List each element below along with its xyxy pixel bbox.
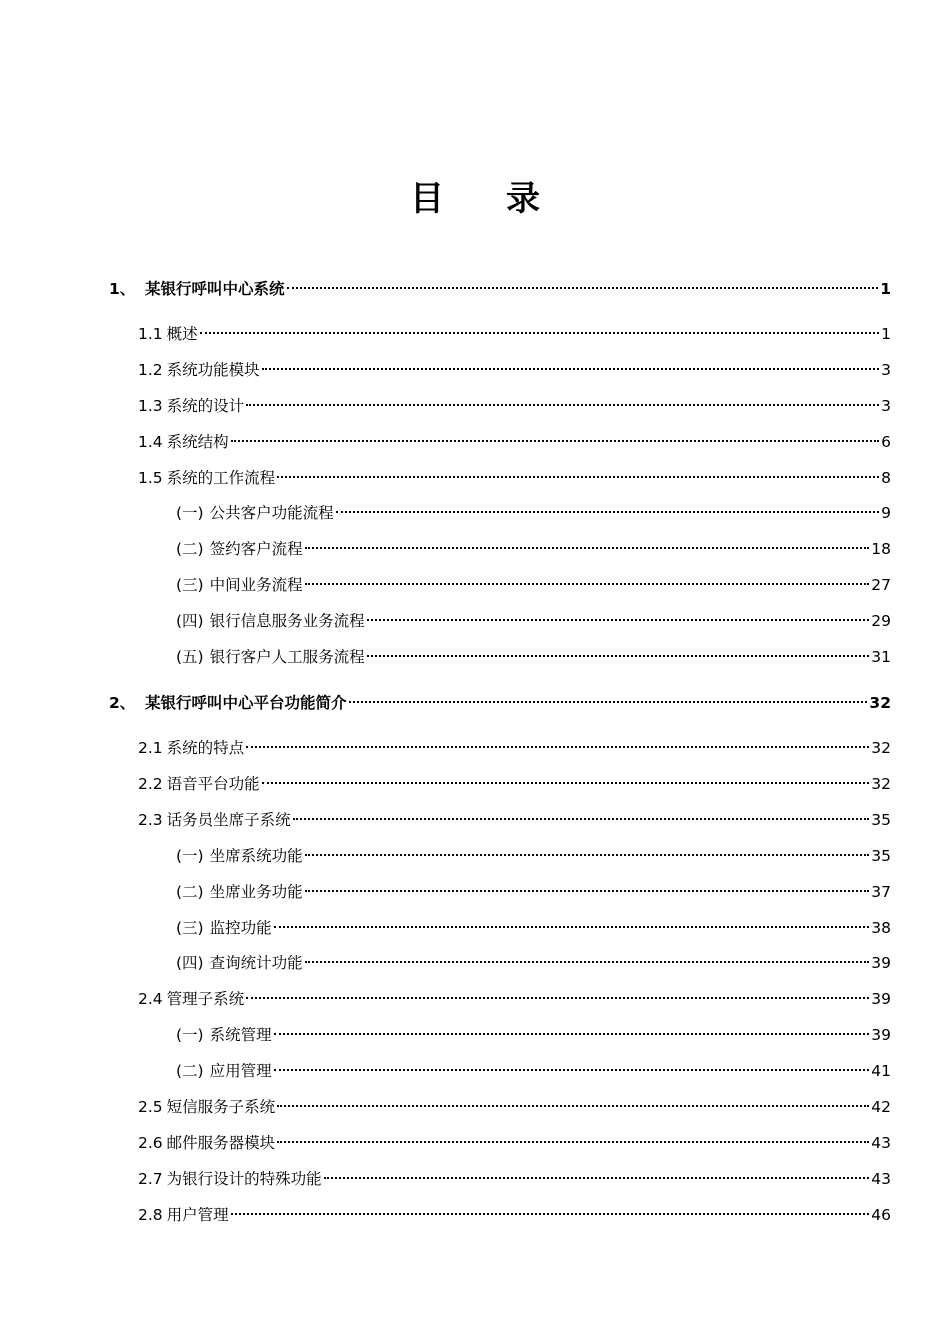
toc-entry[interactable] [176,875,891,901]
toc-entry-number: 1.2 [138,361,163,379]
toc-entry-title: 坐席业务功能 [209,883,303,901]
toc-entry-title: 银行信息服务业务流程 [209,612,365,630]
toc-entry[interactable] [138,1162,891,1188]
toc-entry[interactable] [138,1090,891,1116]
toc-entry[interactable] [176,839,891,865]
toc-entry[interactable] [138,731,891,757]
toc-entry-page-number: 37 [871,883,891,901]
toc-dot-leader [367,640,870,662]
toc-dot-leader [277,1126,869,1148]
toc-entry-page-number: 9 [881,504,891,522]
toc-entry-page-number: 39 [871,954,891,972]
toc-entry-number: 2.6 [138,1134,163,1152]
toc-dot-leader [324,1162,870,1184]
toc-entry-title: 话务员坐席子系统 [166,811,291,829]
toc-entry[interactable] [176,604,891,630]
toc-entry-page-number: 32 [871,775,891,793]
toc-entry-number: (二) [176,1062,204,1080]
toc-dot-leader [336,496,880,518]
toc-entry-number: 2.1 [138,739,163,757]
toc-entry-title: 管理子系统 [166,990,245,1008]
toc-entry-title: 监控功能 [209,919,272,937]
toc-entry-title: 概述 [166,325,198,343]
toc-entry-page-number: 6 [881,433,891,451]
toc-entry-title: 系统功能模块 [166,361,260,379]
toc-entry-page-number: 8 [881,469,891,487]
toc-entry[interactable] [176,496,891,522]
toc-dot-leader [287,272,879,294]
toc-entry-title: 公共客户功能流程 [209,504,334,522]
toc-dot-leader [246,389,879,411]
toc-dot-leader [274,911,870,933]
toc-entry-number: 1、 [109,280,136,298]
toc-entry-title: 用户管理 [166,1206,229,1224]
toc-title: 目录 [410,179,602,219]
toc-dot-leader [262,353,879,375]
toc-entry-number: 2、 [109,694,136,712]
toc-entry-page-number: 1 [880,280,891,298]
toc-entry-title: 系统管理 [209,1026,272,1044]
toc-dot-leader [200,317,879,339]
toc-dot-leader [231,1198,870,1220]
toc-entry[interactable] [176,532,891,558]
toc-dot-leader [274,1054,870,1076]
toc-dot-leader [367,604,870,626]
toc-entry[interactable] [138,425,891,451]
toc-dot-leader [277,1090,869,1112]
toc-entry[interactable] [176,640,891,666]
toc-entry-number: 1.5 [138,469,163,487]
toc-entry-number: (一) [176,847,204,865]
toc-entry-page-number: 3 [881,361,891,379]
toc-entry-number: (三) [176,576,204,594]
toc-entry-page-number: 1 [881,325,891,343]
toc-entry[interactable] [138,353,891,379]
toc-entry[interactable] [138,767,891,793]
toc-entry-number: (三) [176,919,204,937]
toc-entry[interactable] [138,1198,891,1224]
toc-dot-leader [305,875,870,897]
toc-entry-number: 2.3 [138,811,163,829]
toc-entry-number: (二) [176,540,204,558]
toc-entry-page-number: 39 [871,990,891,1008]
toc-entry[interactable] [138,1126,891,1152]
toc-entry-page-number: 35 [871,847,891,865]
toc-entry-page-number: 18 [871,540,891,558]
toc-entry-number: (四) [176,954,204,972]
toc-entry-number: (一) [176,504,204,522]
toc-entry-title: 短信服务子系统 [166,1098,276,1116]
toc-entry-number: (一) [176,1026,204,1044]
toc-entry[interactable] [176,1054,891,1080]
toc-dot-leader [262,767,870,789]
toc-entry-number: 1.3 [138,397,163,415]
toc-entry-page-number: 43 [871,1170,891,1188]
toc-entry-number: 2.8 [138,1206,163,1224]
toc-entry-page-number: 42 [871,1098,891,1116]
toc-entry-page-number: 31 [871,648,891,666]
toc-entry-number: (五) [176,648,204,666]
toc-entry-title: 查询统计功能 [209,954,303,972]
toc-entry-title: 坐席系统功能 [209,847,303,865]
toc-dot-leader [349,686,868,708]
toc-entry-number: 2.2 [138,775,163,793]
toc-dot-leader [274,1018,870,1040]
toc-entry-page-number: 27 [871,576,891,594]
toc-entry-page-number: 32 [869,694,891,712]
toc-entry-title: 中间业务流程 [209,576,303,594]
toc-entry-page-number: 46 [871,1206,891,1224]
toc-entry[interactable] [138,389,891,415]
toc-entry-page-number: 43 [871,1134,891,1152]
toc-entry-page-number: 29 [871,612,891,630]
toc-entry[interactable] [109,686,891,712]
toc-entry[interactable] [176,946,891,972]
toc-dot-leader [246,731,869,753]
toc-dot-leader [231,425,879,447]
toc-dot-leader [305,839,870,861]
toc-dot-leader [293,803,870,825]
toc-entry-title: 邮件服务器模块 [166,1134,276,1152]
toc-entry-page-number: 3 [881,397,891,415]
toc-entry-number: 2.7 [138,1170,163,1188]
toc-entry-title: 应用管理 [209,1062,272,1080]
toc-entry-number: 2.4 [138,990,163,1008]
toc-dot-leader [305,568,870,590]
toc-entry-page-number: 38 [871,919,891,937]
toc-entry-title: 系统的设计 [166,397,245,415]
toc-entry-title: 签约客户流程 [209,540,303,558]
toc-entry-number: 1.1 [138,325,163,343]
toc-entry-title: 某银行呼叫中心平台功能简介 [145,694,347,712]
toc-entry-number: 2.5 [138,1098,163,1116]
toc-dot-leader [246,982,869,1004]
toc-entry[interactable] [109,272,891,298]
toc-entry-title: 系统的特点 [166,739,245,757]
toc-entry[interactable] [138,803,891,829]
toc-entry-title: 银行客户人工服务流程 [209,648,365,666]
toc-entry-title: 语音平台功能 [166,775,260,793]
toc-entry[interactable] [138,317,891,343]
toc-entry[interactable] [138,982,891,1008]
toc-entry-title: 为银行设计的特殊功能 [166,1170,322,1188]
toc-dot-leader [305,946,870,968]
toc-entry-number: (二) [176,883,204,901]
toc-entry[interactable] [176,1018,891,1044]
toc-entry[interactable] [138,461,891,487]
toc-entry-title: 系统结构 [166,433,229,451]
toc-dot-leader [277,461,879,483]
toc-entry-number: (四) [176,612,204,630]
toc-entry[interactable] [176,568,891,594]
toc-entry-title: 某银行呼叫中心系统 [145,280,285,298]
toc-entry-page-number: 41 [871,1062,891,1080]
toc-entry-page-number: 35 [871,811,891,829]
toc-entry-title: 系统的工作流程 [166,469,276,487]
toc-entry[interactable] [176,911,891,937]
toc-entry-page-number: 39 [871,1026,891,1044]
toc-entry-number: 1.4 [138,433,163,451]
toc-entry-page-number: 32 [871,739,891,757]
toc-dot-leader [305,532,870,554]
